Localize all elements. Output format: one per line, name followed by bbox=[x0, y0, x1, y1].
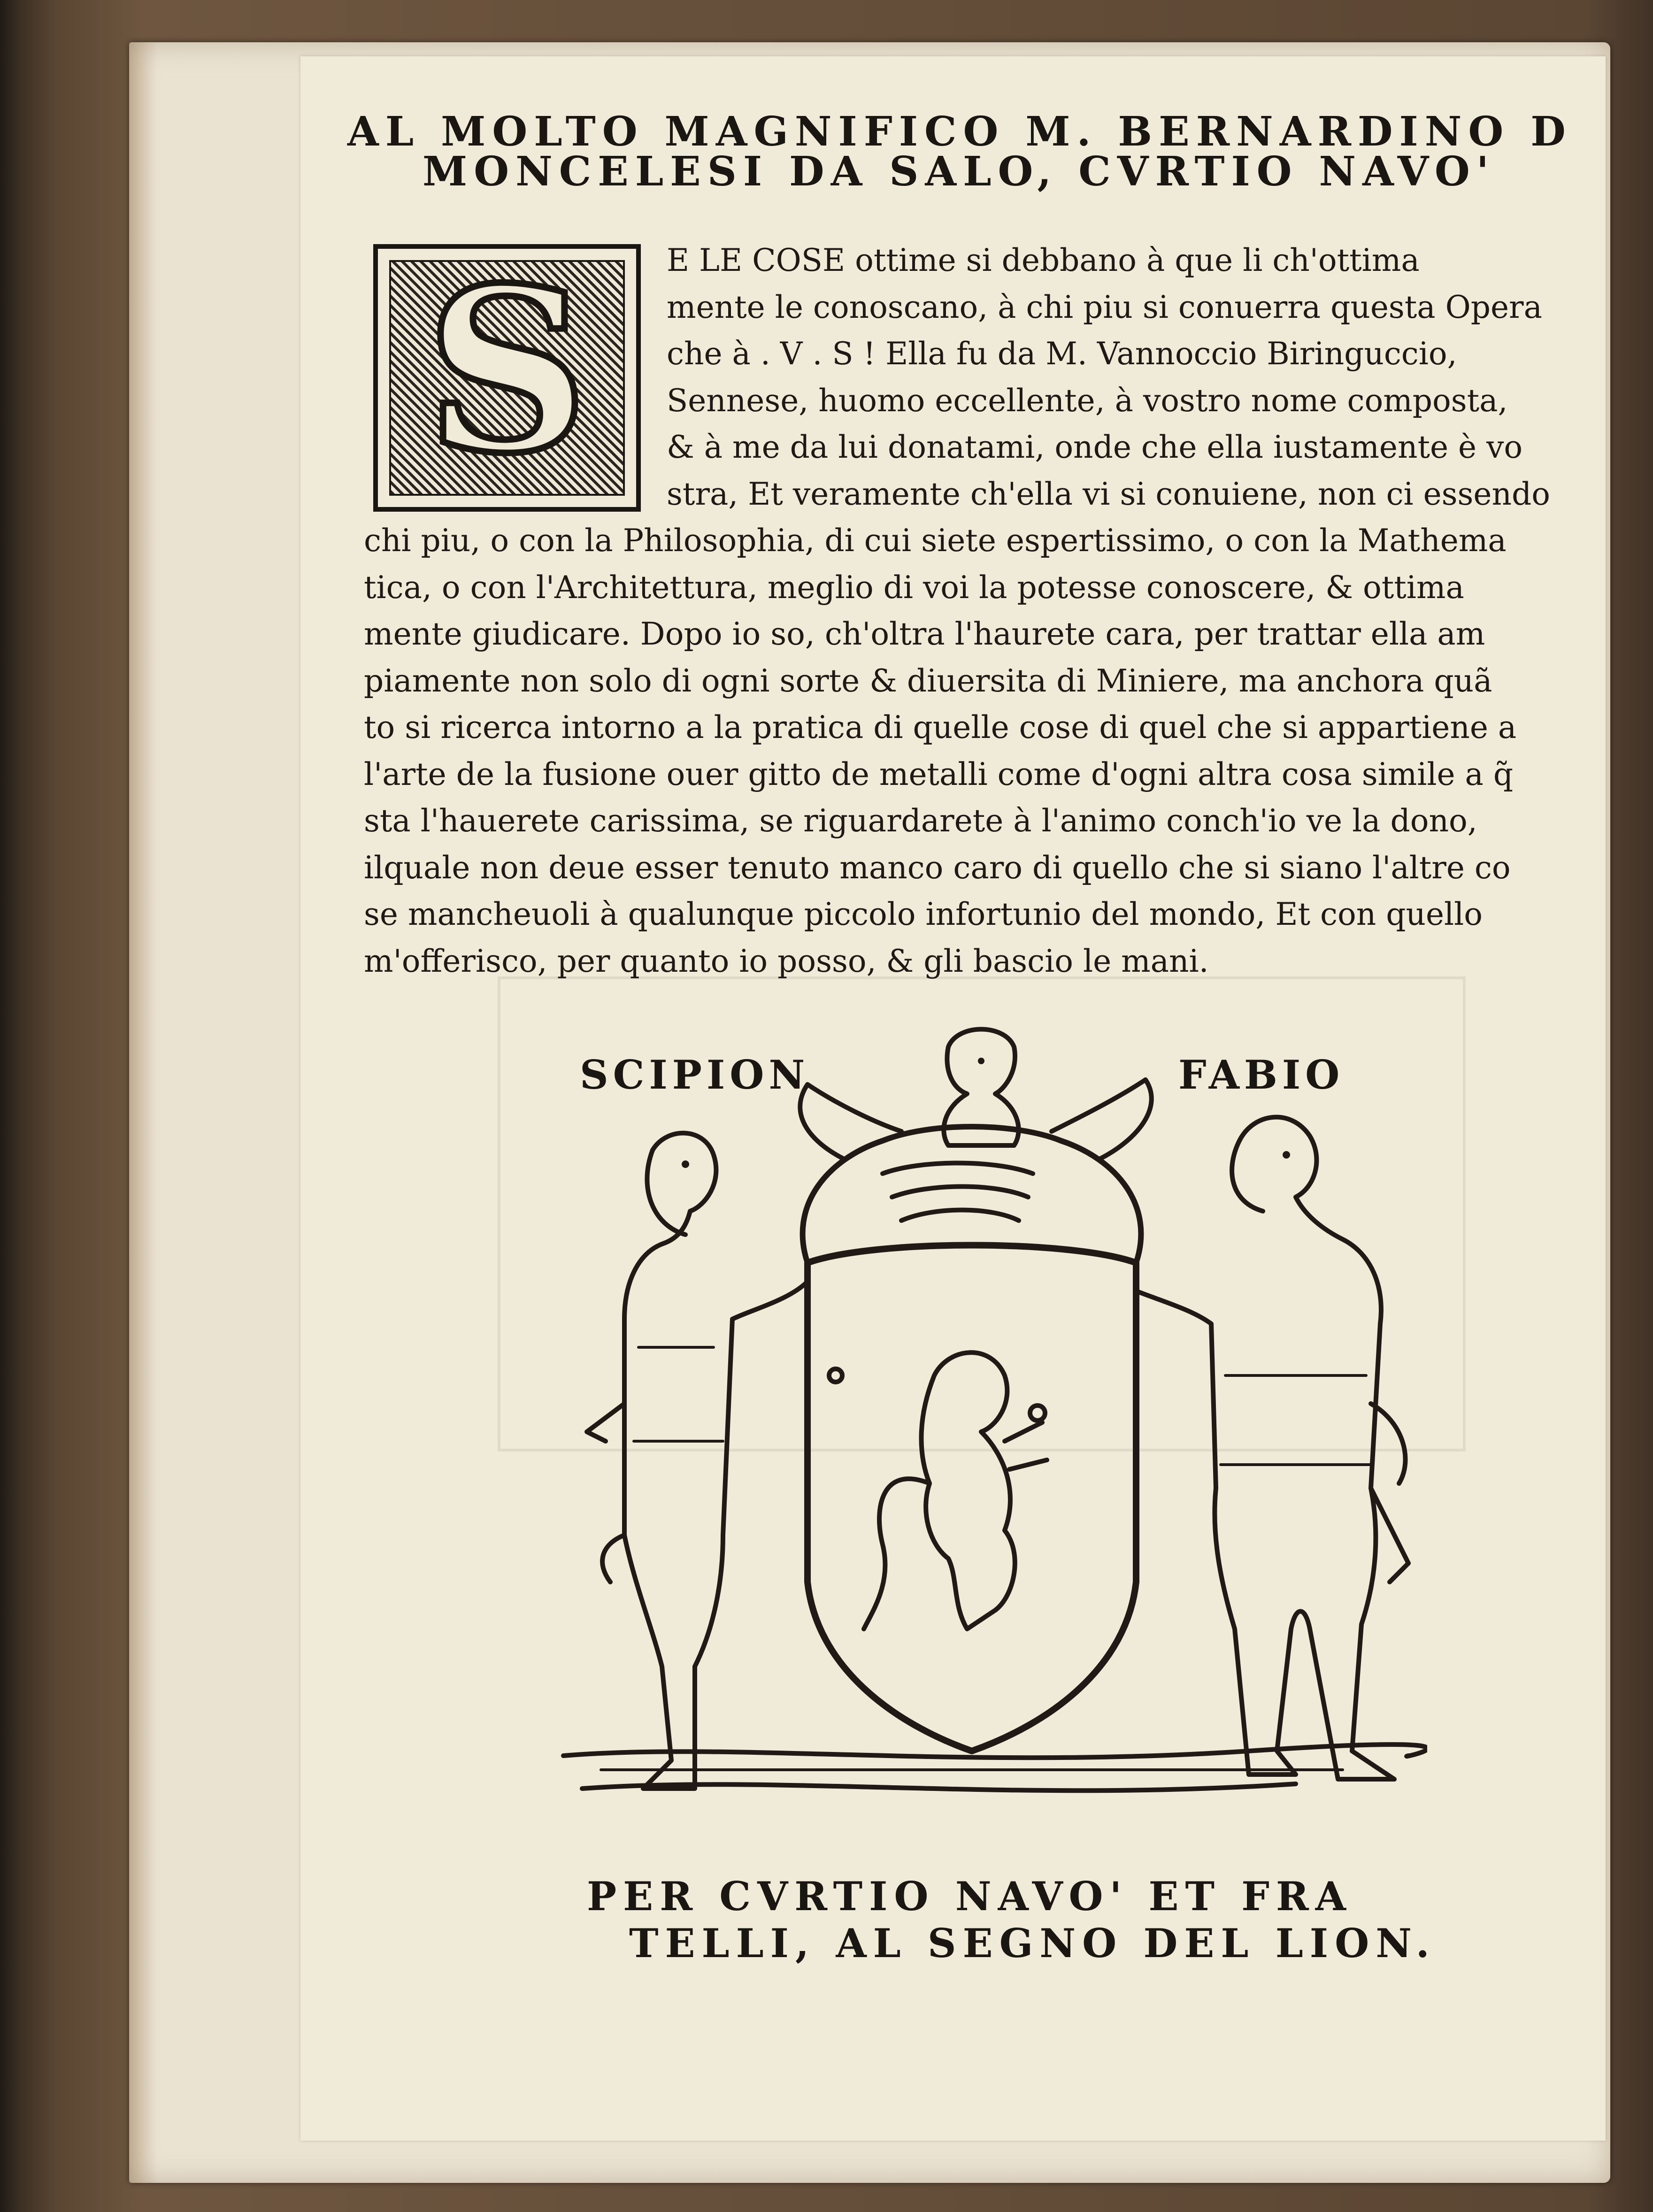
dedication-heading-line-2: MONCELESI DA SALO, CVRTIO NAVO' bbox=[423, 148, 1496, 195]
coat-of-arms-shield bbox=[807, 1245, 1136, 1751]
text-line: piamente non solo di ogni sorte & diuersita di Miniere, ma anchora quã bbox=[364, 662, 1492, 699]
text-line: se mancheuoli à qualunque piccolo infortunio del mondo, Et con quello bbox=[364, 896, 1483, 932]
text-line: l'arte de la fusione ouer gitto de metalli come d'ogni altra cosa simile a q̃ bbox=[364, 756, 1514, 792]
printers-device-woodcut bbox=[545, 1019, 1427, 1845]
lion-figure bbox=[922, 1352, 1015, 1629]
dedication-heading-line-1: AL MOLTO MAGNIFICO M. BERNARDINO D bbox=[347, 108, 1572, 155]
text-line: sta l'hauerete carissima, se riguardarete à l'animo conch'io ve la dono, bbox=[364, 803, 1477, 839]
text-line: to si ricerca intorno a la pratica di quelle cose di quel che si appartiene a bbox=[364, 709, 1517, 745]
figure-label-left: SCIPION bbox=[580, 1052, 810, 1098]
scipion-figure bbox=[624, 1133, 807, 1789]
text-line: tica, o con l'Architettura, meglio di voi la potesse conoscere, & ottima bbox=[364, 569, 1464, 606]
text-line: & à me da lui donatami, onde che ella iustamente è vo bbox=[667, 429, 1523, 465]
text-line: ilquale non deue esser tenuto manco caro di quello che si siano l'altre co bbox=[364, 849, 1511, 886]
text-line: stra, Et veramente ch'ella vi si conuiene, non ci essendo bbox=[667, 476, 1550, 512]
initial-letter: S bbox=[425, 238, 589, 503]
fabio-figure bbox=[1136, 1117, 1394, 1779]
dedication-text bbox=[364, 237, 1613, 984]
text-line: mente le conoscano, à chi piu si conuerra questa Opera bbox=[667, 289, 1542, 325]
text-line: E LE COSE ottime si debbano à que li ch'ottima bbox=[667, 242, 1420, 278]
text-line: chi piu, o con la Philosophia, di cui siete espertissimo, o con la Mathema bbox=[364, 522, 1507, 559]
text-line: mente giudicare. Dopo io so, ch'oltra l'haurete cara, per trattar ella am bbox=[364, 616, 1485, 652]
text-line: che à . V . S ! Ella fu da M. Vannoccio Biringuccio, bbox=[667, 336, 1457, 372]
imprint-line-1: PER CVRTIO NAVO' ET FRA bbox=[587, 1873, 1353, 1920]
imprint-line-2: TELLI, AL SEGNO DEL LION. bbox=[629, 1920, 1436, 1966]
page-gutter-shadow bbox=[129, 42, 157, 2183]
text-line: m'offerisco, per quanto io posso, & gli bascio le mani. bbox=[364, 943, 1209, 979]
text-line: Sennese, huomo eccellente, à vostro nome composta, bbox=[667, 382, 1508, 419]
figure-label-right: FABIO bbox=[1178, 1052, 1345, 1098]
